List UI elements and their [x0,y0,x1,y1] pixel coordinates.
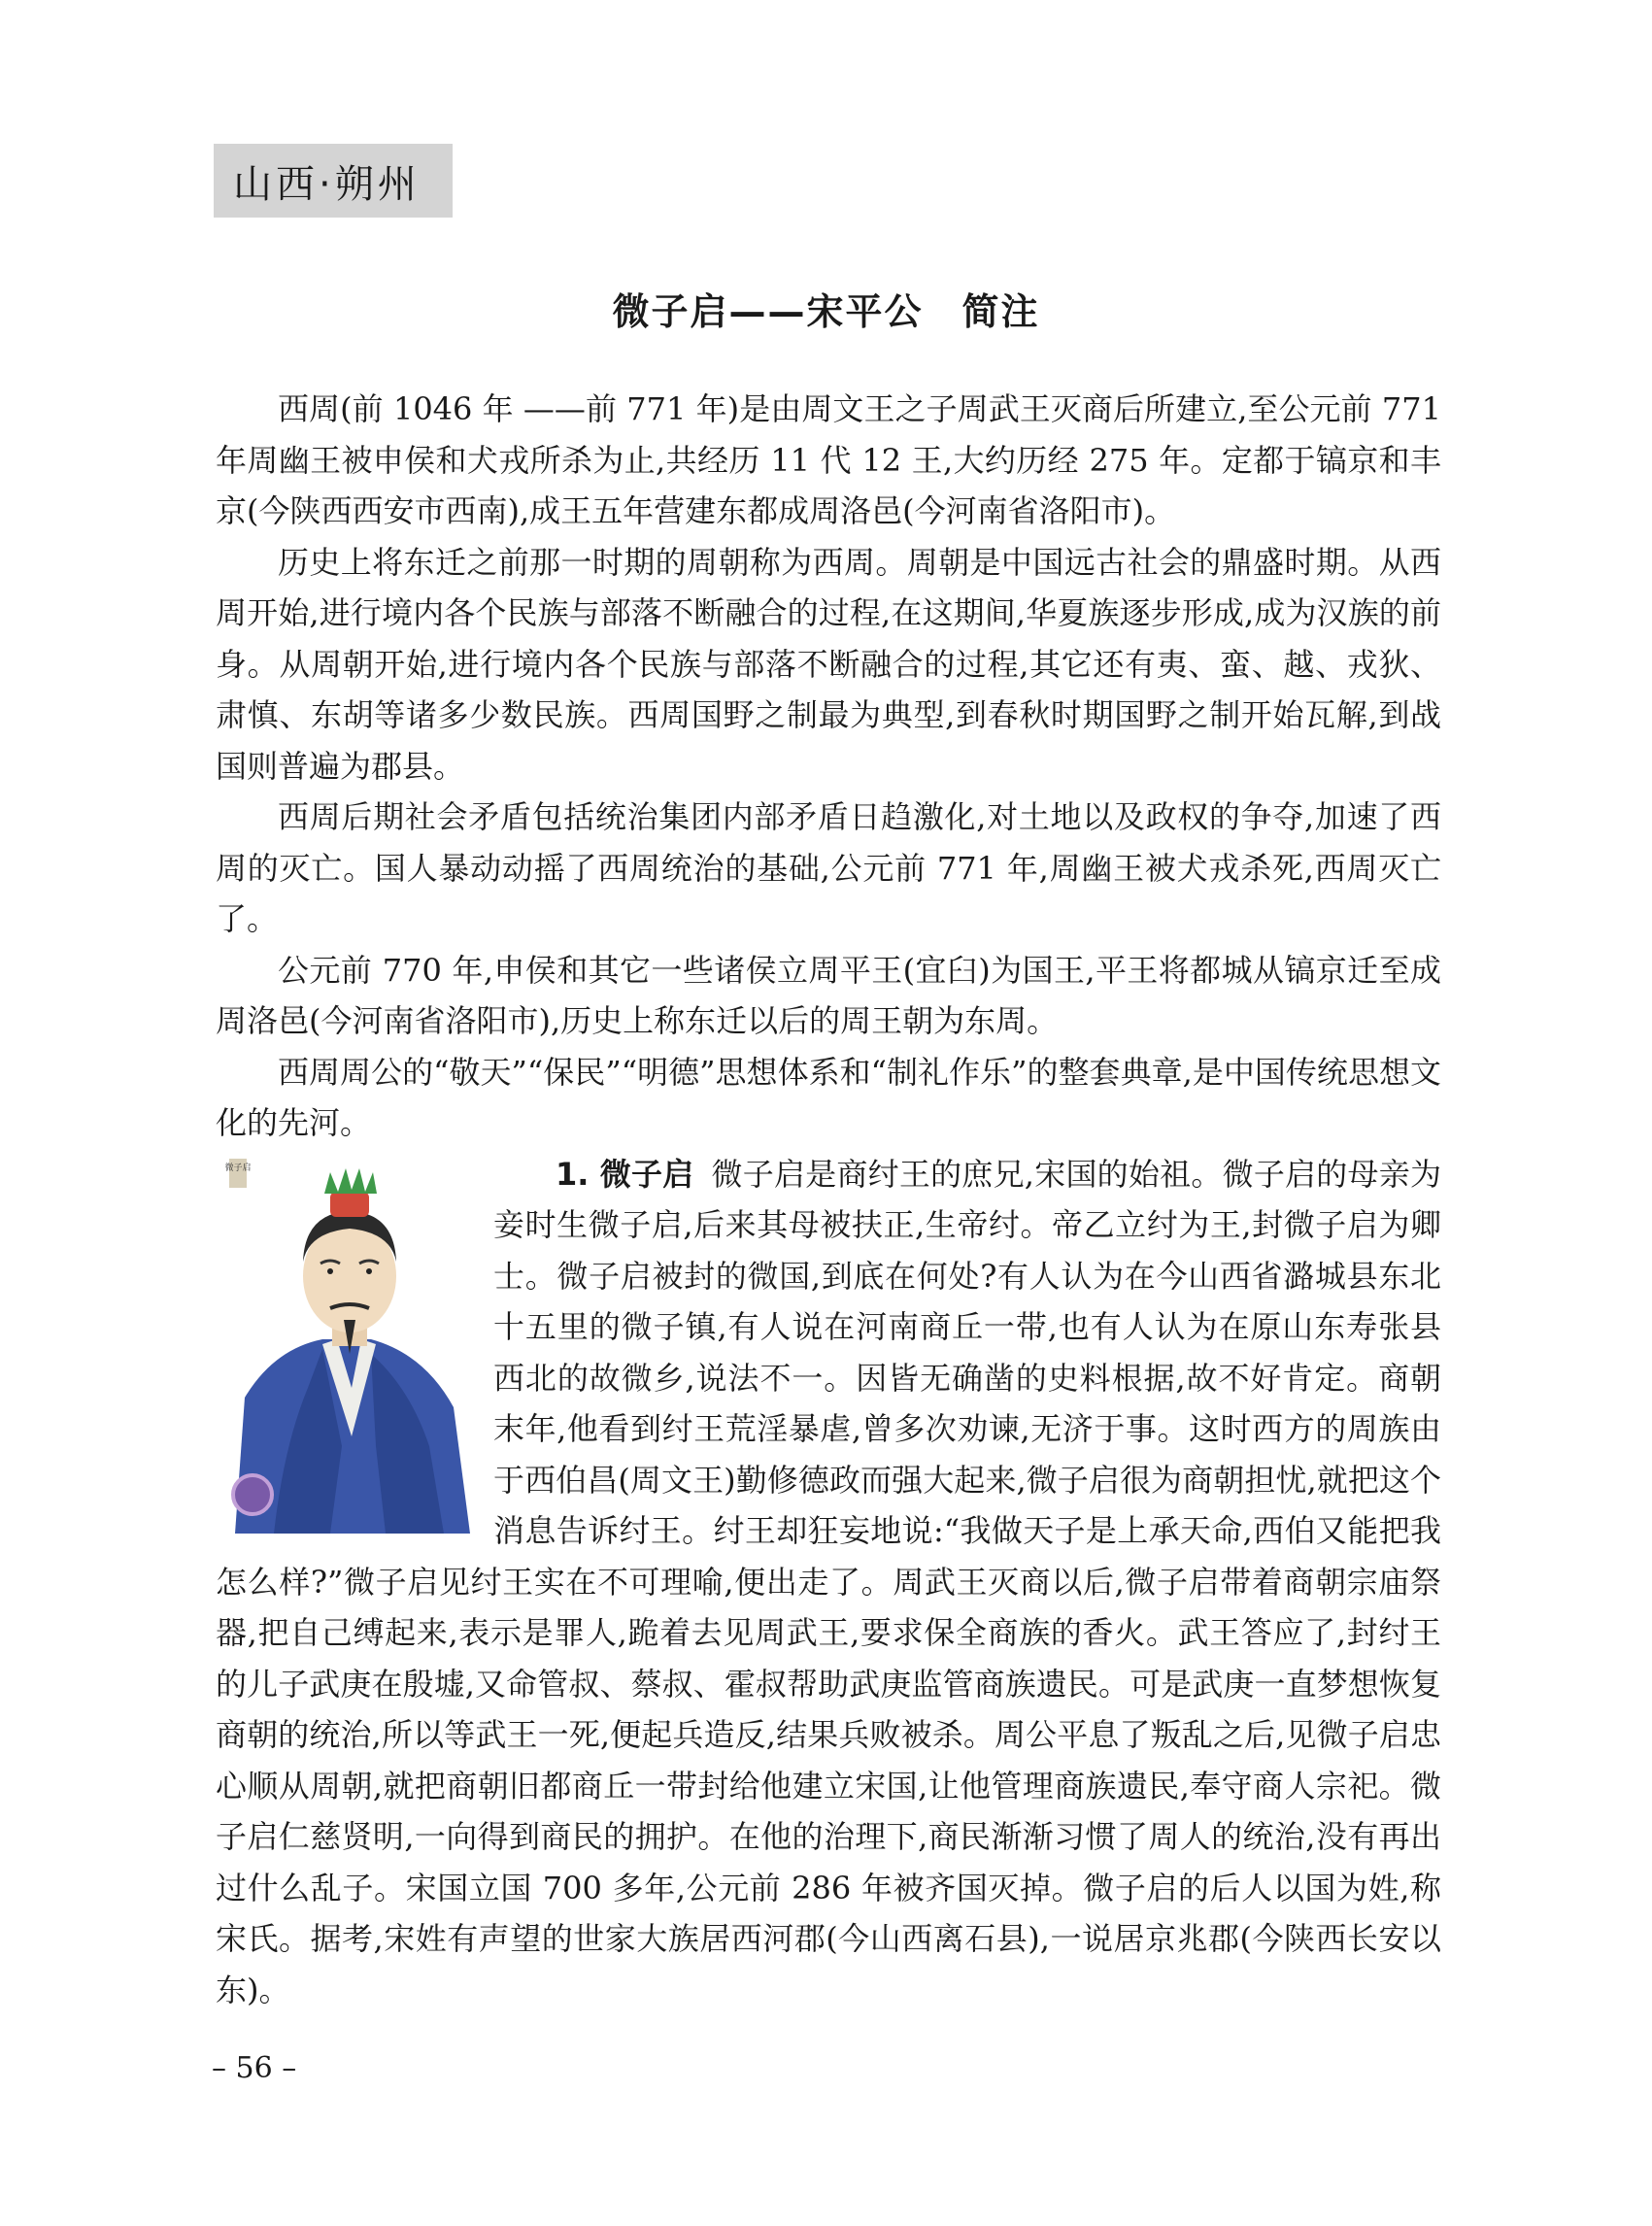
section-1-heading: 1. 微子启 [556,1155,694,1193]
paragraph: 西周周公的“敬天”“保民”“明德”思想体系和“制礼作乐”的整套典章,是中国传统思想文化的先河。 [216,1053,1441,1141]
portrait-figure-icon [216,1155,476,1534]
paragraph: 西周后期社会矛盾包括统治集团内部矛盾日趋激化,对土地以及政权的争夺,加速了西周的灭亡。国人暴动动摇了西周统治的基础,公元前 771 年,周幽王被犬戎杀死,西周灭亡了。 [216,798,1441,937]
section-1-text: 微子启是商纣王的庶兄,宋国的始祖。微子启的母亲为妾时生微子启,后来其母被扶正,生帝纣。帝乙立纣为王,封微子启为卿士。微子启被封的微国,到底在何处?有人认为在今山西省潞城县东北十五里的微子镇,有人说在河南商丘一带,也有人认为在原山东寿张县西北的故微乡,说法不一。因皆无确凿的史料根据,故不好肯定。商朝末年,他看到纣王荒淫暴虐,曾多次劝谏,无济于事。这时西方的周族由于西伯昌(周文王)勤修德政而强大起来,微子启很为商朝担忧,就把这个消息告诉纣王。纣王却狂妄地说:“我做天子是上承天命,西伯又能把我怎么样?”微子启见纣王实在不可理喻,便出走了。周武王灭商以后,微子启带着商朝宗庙祭器,把自己缚起来,表示是罪人,跪着去见周武王,要求保全商族的香火。武王答应了,封纣王的儿子武庚在殷墟,又命管叔、蔡叔、霍叔帮助武庚监管商族遗民。可是武庚一直梦想恢复商朝的统治,所以等武王一死,便起兵造反,结果兵败被杀。周公平息了叛乱之后,见微子启忠心顺从周朝,就把商朝旧都商丘一带封给他建立宋国,让他管理商族遗民,奉守商人宗祀。微子启仁慈贤明,一向得到商民的拥护。在他的治理下,商民渐渐习惯了周人的统治,没有再出过什么乱子。宋国立国 700 多年,公元前 286 年被齐国灭掉。微子启的后人以国为姓,称宋氏。据考,宋姓有声望的世家大族居西河郡(今山西离石县),一说居京兆郡(今陕西长安以东)。 [216,1155,1441,2008]
region-tag: 山西·朔州 [214,144,453,218]
portrait-caption: 微子启 [224,1163,252,1173]
portrait-image-weiziqi [216,1155,476,1534]
article-body [216,384,1441,2015]
paragraph: 公元前 770 年,申侯和其它一些诸侯立周平王(宜臼)为国王,平王将都城从镐京迁至成周洛邑(今河南省洛阳市),历史上称东迁以后的周王朝为东周。 [216,951,1441,1039]
paragraph: 历史上将东迁之前那一时期的周朝称为西周。周朝是中国远古社会的鼎盛时期。从西周开始,进行境内各个民族与部落不断融合的过程,在这期间,华夏族逐步形成,成为汉族的前身。从周朝开始,进行境内各个民族与部落不断融合的过程,其它还有夷、蛮、越、戎狄、肃慎、东胡等诸多少数民族。西周国野之制最为典型,到春秋时期国野之制开始瓦解,到战国则普遍为郡县。 [216,543,1441,785]
paragraph: 西周(前 1046 年 ——前 771 年)是由周文王之子周武王灭商后所建立,至公元前 771 年周幽王被申侯和犬戎所杀为止,共经历 11 代 12 王,大约历经 275 年。定都于镐京和丰京(今陕西西安市西南),成王五年营建东都成周洛邑(今河南省洛阳市)。 [216,390,1441,529]
page-number: – 56 – [212,2051,297,2085]
article-title: 微子启——宋平公 简注 [612,290,1040,333]
